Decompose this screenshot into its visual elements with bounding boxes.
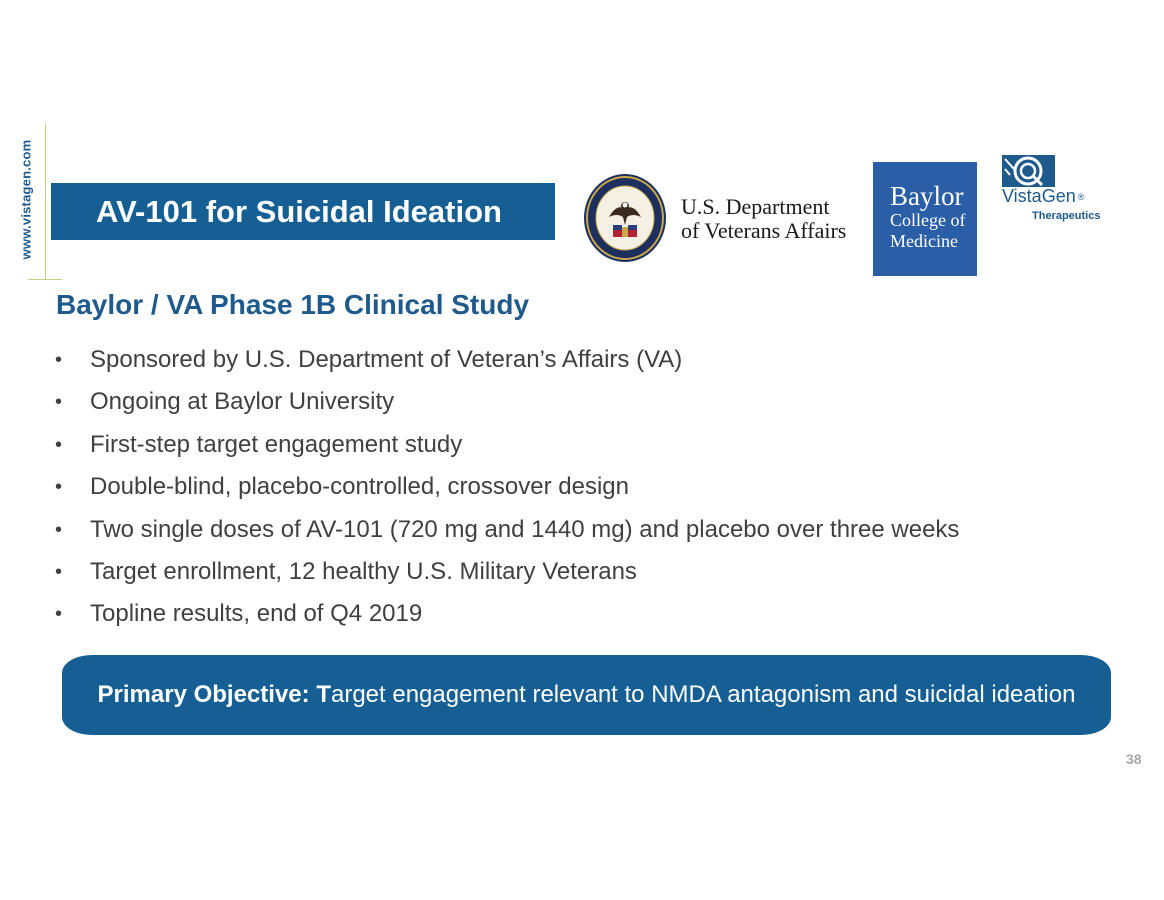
bullet-text: Double-blind, placebo-controlled, crossover design — [90, 473, 629, 501]
bullet-text: Target enrollment, 12 healthy U.S. Military Veterans — [90, 557, 637, 585]
vistagen-name-text: VistaGen — [1002, 186, 1076, 206]
page-number: 38 — [1126, 751, 1142, 767]
bullet-text: First-step target engagement study — [90, 430, 463, 458]
bullet-dot-icon: • — [55, 560, 63, 583]
vistagen-logo-name — [1002, 186, 1084, 207]
baylor-logo-line3: Medicine — [890, 231, 958, 251]
side-vertical-rule — [45, 123, 46, 280]
bullet-item — [55, 593, 959, 635]
bullet-item — [55, 551, 959, 593]
baylor-logo-line1: Baylor — [890, 181, 964, 211]
va-logo-line2: of Veterans Affairs — [681, 218, 847, 243]
primary-objective-banner — [62, 655, 1111, 735]
website-url-vertical — [10, 137, 42, 261]
baylor-logo — [873, 162, 977, 276]
bullet-dot-icon: • — [55, 349, 63, 371]
side-horizontal-rule — [28, 279, 62, 280]
bullet-dot-icon: • — [55, 433, 63, 456]
bullet-text: Two single doses of AV-101 (720 mg and 1440 mg) and placebo over three weeks — [90, 515, 960, 543]
bullet-text: Sponsored by U.S. Department of Veteran’s Affairs (VA) — [90, 346, 683, 373]
bullet-dot-icon: • — [55, 518, 63, 541]
primary-objective-text — [98, 681, 1076, 709]
section-subtitle: Baylor / VA Phase 1B Clinical Study — [56, 289, 530, 320]
bullet-item — [55, 424, 959, 466]
slide-title: AV-101 for Suicidal Ideation — [96, 193, 502, 229]
va-logo-line1: U.S. Department — [681, 194, 830, 219]
va-logo-text — [681, 195, 846, 243]
bullet-dot-icon: • — [55, 603, 63, 626]
bullet-item — [55, 509, 959, 551]
website-url-text: www.vistagen.com — [18, 139, 34, 259]
registered-mark: ® — [1077, 192, 1085, 203]
bullet-list — [55, 339, 959, 636]
vistagen-logo-icon — [1002, 155, 1055, 187]
bullet-item — [55, 466, 959, 508]
bullet-dot-icon: • — [55, 476, 63, 499]
bullet-item — [55, 381, 959, 423]
bullet-dot-icon: • — [55, 391, 63, 414]
vistagen-logo-subtitle: Therapeutics — [1032, 210, 1101, 222]
bullet-text: Topline results, end of Q4 2019 — [90, 600, 423, 628]
va-seal-icon — [583, 173, 667, 263]
bullet-text: Ongoing at Baylor University — [90, 388, 395, 416]
bullet-item — [55, 339, 959, 381]
primary-objective-body: arget engagement relevant to NMDA antagonism and suicidal ideation — [330, 681, 1076, 708]
primary-objective-label: Primary Objective: — [97, 681, 310, 708]
baylor-logo-line2: College of — [890, 210, 966, 230]
title-banner — [51, 183, 555, 240]
primary-objective-first-letter: T — [316, 681, 331, 708]
